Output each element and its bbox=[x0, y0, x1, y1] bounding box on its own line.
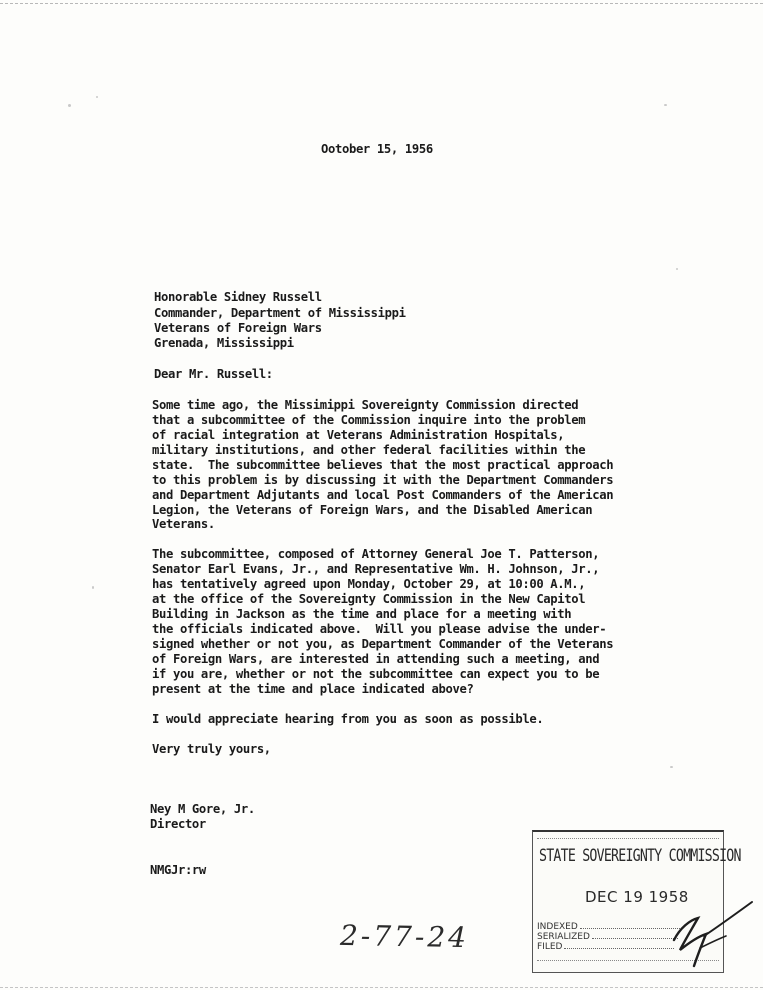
paragraph-line: if you are, whether or not the subcommittee can expect you to be bbox=[152, 667, 600, 681]
stamp-date: DEC 19 1958 bbox=[585, 888, 689, 906]
stamp-title: STATE SOVEREIGNTY COMMISSION bbox=[539, 846, 741, 866]
paragraph-line: Senator Earl Evans, Jr., and Representative Wm. H. Johnson, Jr., bbox=[152, 562, 600, 576]
reference-initials: NMGJr:rw bbox=[150, 863, 206, 877]
handwritten-file-number: 2-77-24 bbox=[339, 918, 470, 955]
address-line: Honorable Sidney Russell bbox=[154, 290, 322, 304]
paragraph-line: of Foreign Wars, are interested in attending such a meeting, and bbox=[152, 652, 600, 666]
handwritten-initials-mark bbox=[660, 878, 760, 968]
stamp-field-label: FILED bbox=[537, 942, 563, 952]
signer-title: Director bbox=[150, 817, 206, 831]
stamp-border-rule bbox=[537, 838, 719, 839]
paragraph-line: The subcommittee, composed of Attorney General Joe T. Patterson, bbox=[152, 547, 600, 561]
paper-speck bbox=[664, 104, 667, 106]
stamp-field-label: INDEXED bbox=[537, 922, 578, 932]
paragraph-line: Veterans. bbox=[152, 517, 215, 531]
closing: Very truly yours, bbox=[152, 742, 271, 756]
paragraph-line: the officials indicated above. Will you please advise the under- bbox=[152, 622, 607, 636]
paragraph-line: and Department Adjutants and local Post Commanders of the American bbox=[152, 488, 614, 502]
paragraph-line: Some time ago, the Missimippi Sovereignty Commission directed bbox=[152, 398, 579, 412]
stamp-field-indexed bbox=[537, 922, 680, 932]
paragraph-line: Legion, the Veterans of Foreign Wars, and the Disabled American bbox=[152, 503, 593, 517]
paper-speck bbox=[92, 586, 94, 589]
paragraph-line: present at the time and place indicated above? bbox=[152, 682, 474, 696]
paragraph-line: has tentatively agreed upon Monday, October 29, at 10:00 A.M., bbox=[152, 577, 586, 591]
paragraph-line: military institutions, and other federal facilities within the bbox=[152, 443, 586, 457]
paragraph-line: that a subcommittee of the Commission inquire into the problem bbox=[152, 413, 586, 427]
signer-name: Ney M Gore, Jr. bbox=[150, 802, 255, 816]
top-edge-rule bbox=[0, 3, 763, 4]
paragraph-line: at the office of the Sovereignty Commission in the New Capitol bbox=[152, 592, 586, 606]
salutation: Dear Mr. Russell: bbox=[154, 367, 273, 381]
paragraph-line: Building in Jackson as the time and place for a meeting with bbox=[152, 607, 572, 621]
paragraph-line: signed whether or not you, as Department Commander of the Veterans bbox=[152, 637, 614, 651]
address-line: Grenada, Mississippi bbox=[154, 336, 294, 350]
paper-speck bbox=[676, 268, 678, 270]
paper-speck bbox=[96, 96, 98, 98]
paragraph-3: I would appreciate hearing from you as soon as possible. bbox=[152, 712, 544, 726]
paper-speck bbox=[670, 766, 673, 768]
stamp-field-serialized bbox=[537, 932, 678, 942]
paragraph-line: of racial integration at Veterans Administration Hospitals, bbox=[152, 428, 565, 442]
stamp-field-label: SERIALIZED bbox=[537, 932, 590, 942]
address-line: Commander, Department of Mississippi bbox=[154, 306, 406, 320]
stamp-field-filed bbox=[537, 942, 674, 952]
paper-speck bbox=[68, 104, 71, 107]
paragraph-line: state. The subcommittee believes that the most practical approach bbox=[152, 458, 614, 472]
bottom-edge-rule bbox=[0, 987, 763, 988]
address-line: Veterans of Foreign Wars bbox=[154, 321, 322, 335]
paragraph-line: to this problem is by discussing it with the Department Commanders bbox=[152, 473, 614, 487]
letter-date: Ootober 15, 1956 bbox=[321, 142, 433, 156]
